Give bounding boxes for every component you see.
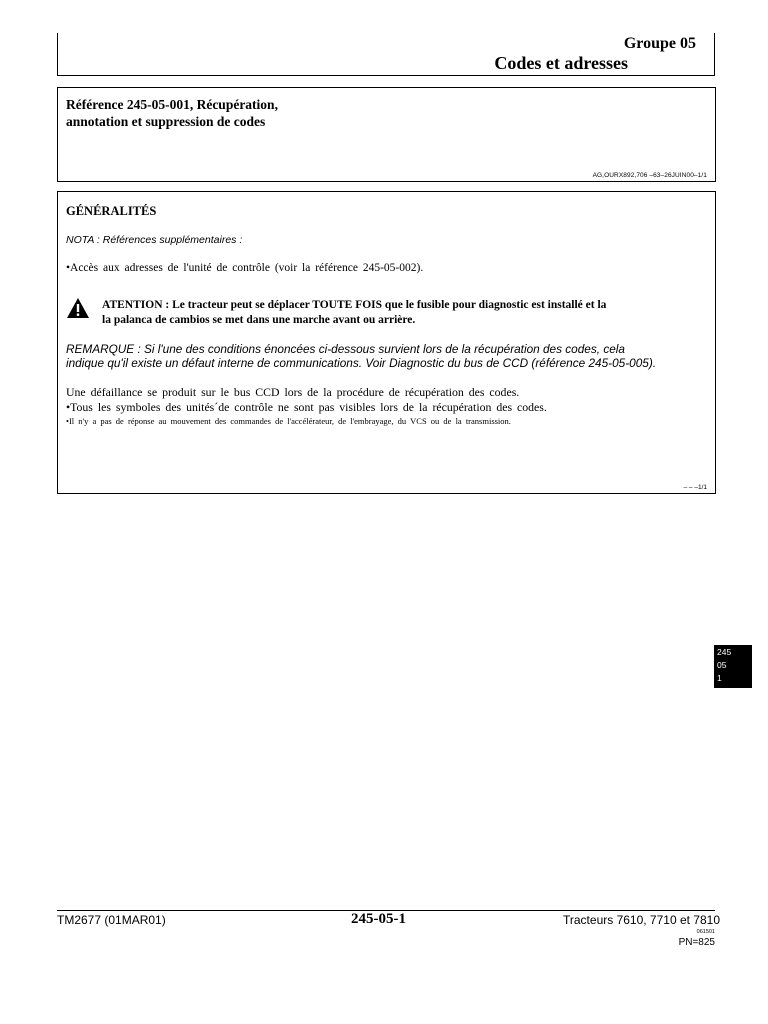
side-tab-line3: 1 bbox=[717, 673, 722, 683]
section-title: Codes et adresses bbox=[494, 53, 628, 73]
remarque-line2: indique qu'il existe un défaut interne de communications. Voir Diagnostic du bus de CCD (référence 245-05-005). bbox=[66, 356, 657, 370]
nota-text: NOTA : Références supplémentaires : bbox=[66, 234, 243, 246]
reference-title-line1: Référence 245-05-001, Récupération, bbox=[66, 97, 278, 112]
section-page-ref: – – –1/1 bbox=[683, 484, 707, 491]
attention-line1: ATENTION : Le tracteur peut se déplacer TOUTE FOIS que le fusible pour diagnostic est installé et la bbox=[102, 299, 607, 311]
remarque-line1: REMARQUE : Si l'une des conditions énoncées ci-dessous survient lors de la récupération des codes, cela bbox=[66, 342, 625, 356]
generalites-box bbox=[57, 191, 716, 494]
group-label: Groupe 05 bbox=[623, 35, 696, 52]
list-item: Une défaillance se produit sur le bus CCD lors de la procédure de récupération des codes. bbox=[66, 385, 520, 399]
generalites-heading: GÉNÉRALITÉS bbox=[66, 204, 157, 218]
side-tab-line2: 05 bbox=[717, 660, 727, 670]
footer-date-code: 061501 bbox=[696, 929, 715, 935]
conditions-list bbox=[66, 385, 547, 415]
attention-warning bbox=[102, 298, 662, 328]
side-tab-line1: 245 bbox=[717, 647, 732, 657]
attention-line2: la palanca de cambios se met dans une marche avant ou arrière. bbox=[102, 314, 416, 326]
footer-page-number: 245-05-1 bbox=[351, 911, 406, 927]
reference-title bbox=[66, 96, 278, 130]
reference-box bbox=[57, 87, 716, 182]
footer-pn: PN=825 bbox=[678, 937, 715, 948]
list-item: •Il n'y a pas de réponse au mouvement des commandes de l'accélérateur, de l'embrayage, du VCS ou de la transmission. bbox=[66, 416, 511, 426]
header-box bbox=[57, 33, 715, 76]
remarque-note bbox=[66, 342, 706, 370]
footer-doc-id: TM2677 (01MAR01) bbox=[57, 913, 166, 927]
access-reference-text: •Accès aux adresses de l'unité de contrôle (voir la référence 245-05-002). bbox=[66, 262, 424, 274]
warning-triangle-icon bbox=[66, 297, 90, 319]
section-side-tab bbox=[714, 645, 752, 688]
reference-title-line2: annotation et suppression de codes bbox=[66, 114, 266, 129]
reference-code: AG,OURX892,706 –63–26JUIN00–1/1 bbox=[592, 172, 707, 179]
list-item: •Tous les symboles des unités´de contrôle ne sont pas visibles lors de la récupération des codes. bbox=[66, 400, 547, 414]
footer-product: Tracteurs 7610, 7710 et 7810 bbox=[563, 913, 720, 927]
